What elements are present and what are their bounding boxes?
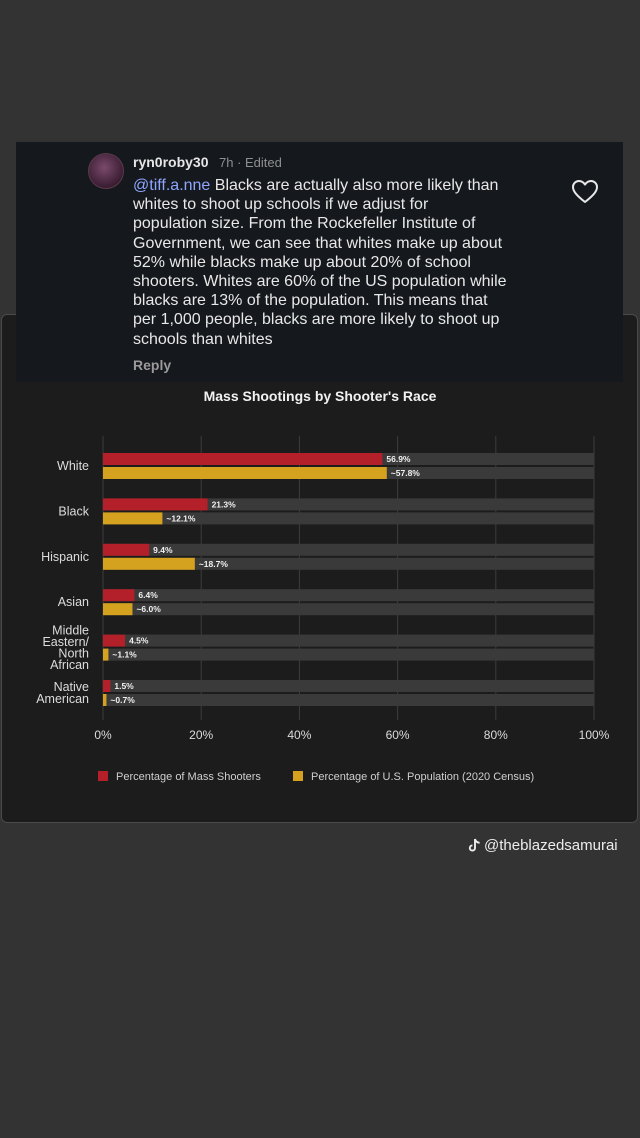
comment-line: schools than whites [133, 330, 273, 348]
comment-username[interactable]: ryn0roby30 [133, 154, 209, 170]
legend-label: Percentage of Mass Shooters [116, 771, 261, 783]
category-label: African [50, 657, 89, 672]
bar-track [103, 680, 594, 692]
category-label: White [57, 459, 89, 473]
bar-chart [0, 382, 640, 802]
data-label: 9.4% [153, 544, 173, 555]
legend-label: Percentage of U.S. Population (2020 Census) [311, 771, 535, 783]
x-tick-label: 100% [578, 728, 610, 742]
bar [103, 649, 108, 661]
category-label: Eastern/ [42, 634, 89, 649]
comment-text [133, 176, 563, 349]
comment-line: whites to shoot up schools if we adjust for [133, 196, 429, 214]
x-tick-label: 40% [287, 728, 312, 742]
mention-link[interactable]: @tiff.a.nne [133, 177, 211, 194]
bar-track [103, 649, 594, 661]
category-label: Hispanic [41, 549, 89, 564]
watermark-text: @theblazedsamurai [484, 837, 618, 854]
comment-line: blacks are 13% of the population. This means that [133, 292, 488, 310]
x-tick-label: 20% [189, 728, 214, 742]
bar [103, 453, 382, 465]
comment-line: Government, we can see that whites make up about [133, 234, 503, 252]
bar [103, 589, 134, 601]
tiktok-icon [468, 838, 481, 853]
bar-track [103, 603, 594, 615]
bar [103, 558, 195, 570]
data-label: 4.5% [129, 635, 149, 646]
comment-line [133, 176, 563, 195]
bar [103, 467, 387, 479]
bar [103, 680, 110, 692]
data-label: ~18.7% [198, 558, 228, 569]
watermark [468, 837, 618, 854]
bar-track [103, 589, 594, 601]
category-label: Middle [52, 623, 89, 638]
data-label: 1.5% [114, 681, 134, 691]
category-label: Native [53, 680, 89, 694]
data-label: ~0.7% [110, 695, 135, 705]
data-label: ~57.8% [390, 468, 420, 478]
chart-title: Mass Shootings by Shooter's Race [203, 388, 437, 404]
category-label: North [58, 646, 89, 661]
bar [103, 544, 149, 556]
comment-line-text: Blacks are actually also more likely than [210, 177, 499, 194]
bar [103, 498, 208, 510]
comment-line: 52% while blacks make up about 20% of school [133, 253, 471, 271]
bar-track [103, 635, 594, 647]
data-label: 21.3% [211, 499, 236, 510]
data-label: 6.4% [138, 590, 158, 601]
data-label: ~12.1% [166, 513, 196, 524]
x-tick-label: 0% [94, 728, 112, 742]
data-label: ~6.0% [136, 604, 161, 615]
comment-meta: 7h · Edited [219, 155, 282, 170]
bar [103, 635, 125, 647]
reply-button[interactable]: Reply [133, 357, 172, 373]
category-label: Black [58, 504, 89, 519]
bar [103, 512, 162, 524]
x-tick-label: 60% [385, 728, 410, 742]
data-label: ~1.1% [112, 649, 137, 660]
bar-track [103, 694, 594, 706]
comment-line: shooters. Whites are 60% of the US population while [133, 273, 507, 291]
bar [103, 603, 132, 615]
comment-line: population size. From the Rockefeller Institute of [133, 215, 476, 233]
bar [103, 694, 106, 706]
legend-swatch [98, 771, 108, 781]
bar-track [103, 544, 594, 556]
data-label: 56.9% [386, 454, 411, 464]
comment-line: per 1,000 people, blacks are more likely to shoot up [133, 311, 500, 329]
x-tick-label: 80% [483, 728, 508, 742]
legend-swatch [293, 771, 303, 781]
heart-icon[interactable] [571, 179, 599, 205]
category-label: American [36, 692, 89, 706]
avatar[interactable] [88, 153, 124, 189]
category-label: Asian [57, 595, 89, 610]
